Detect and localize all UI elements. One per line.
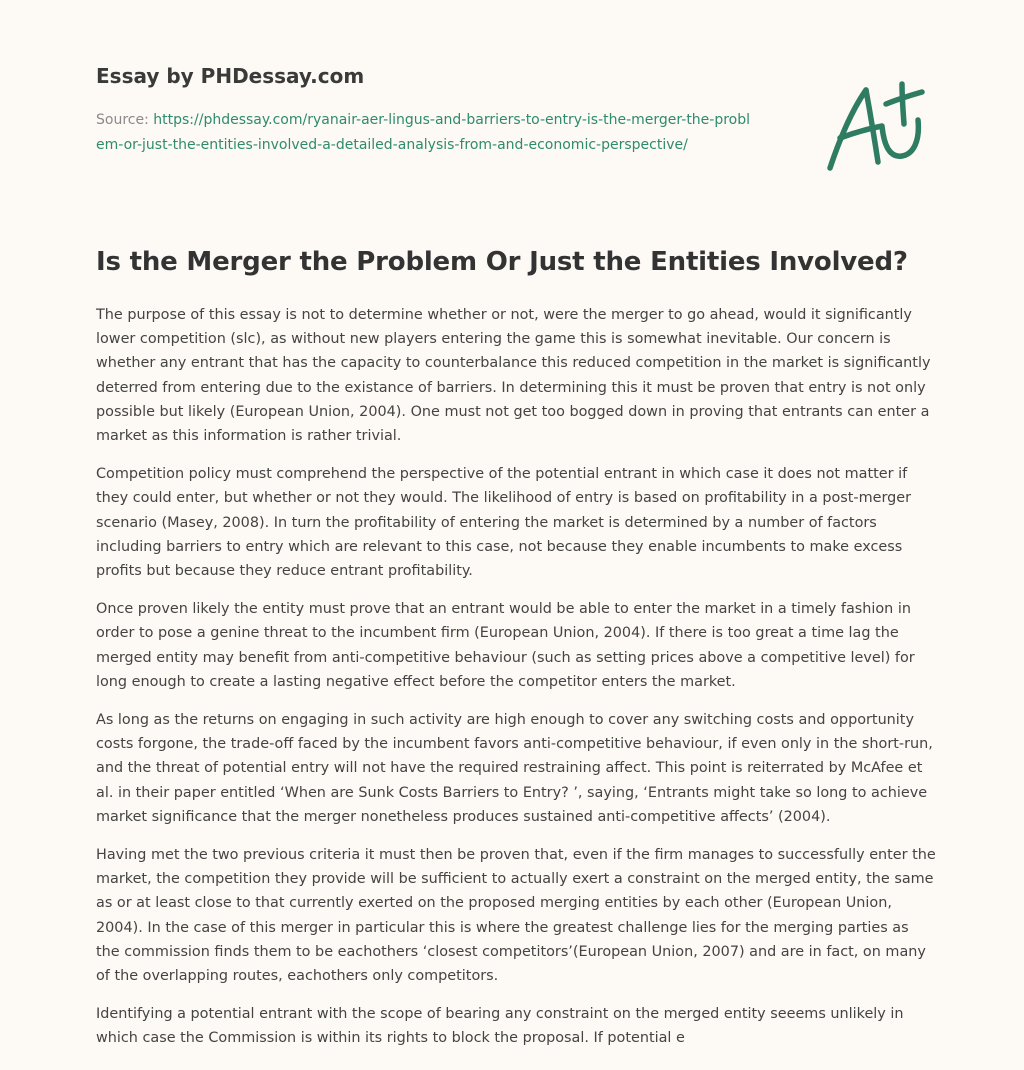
source-line: [96, 108, 756, 157]
a-plus-grade-icon: [820, 76, 930, 176]
essay-paragraph: Having met the two previous criteria it must then be proven that, even if the firm manages to successfully enter the market, the competition they provide will be sufficient to actually exert a constraint on the merged entity, the same as or at least close to that currently exerted on the proposed merging entities by each other (European Union, 2004). In the case of this merger in particular this is where the greatest challenge lies for the merging parties as the commission finds them to be eachothers ‘closest competitors’(European Union, 2007) and are in fact, on many of the overlapping routes, eachothers only competitors.: [96, 847, 936, 985]
essay-paragraph: Identifying a potential entrant with the scope of bearing any constraint on the merged entity seeems unlikely in which case the Commission is within its rights to block the proposal. If potential e: [96, 1006, 904, 1047]
essay-paragraph: Once proven likely the entity must prove that an entrant would be able to enter the market in a timely fashion in order to pose a genine threat to the incumbent firm (European Union, 2004). If there is too great a time lag the merged entity may benefit from anti-competitive behaviour (such as setting prices above a competitive level) for long enough to create a lasting negative effect before the competitor enters the market.: [96, 601, 915, 690]
source-link[interactable]: https://phdessay.com/ryanair-aer-lingus-and-barriers-to-entry-is-the-merger-the-problem-or-just-the-entities-involved-a-detailed-analysis-from-and-economic-perspective/: [96, 112, 751, 153]
site-title: Essay by PHDessay.com: [96, 64, 365, 88]
source-label: Source:: [96, 112, 149, 128]
a-plus-logo: [820, 76, 930, 176]
essay-paragraph: The purpose of this essay is not to determine whether or not, were the merger to go ahead, would it significantly lower competition (slc), as without new players entering the game this is somewhat inevitable. Our concern is whether any entrant that has the capacity to counterbalance this reduced competition in the market is significantly deterred from entering due to the existance of barriers. In determining this it must be proven that entry is not only possible but likely (European Union, 2004). One must not get too bogged down in proving that entrants can enter a market as this information is rather trivial.: [96, 307, 931, 445]
essay-paragraph: As long as the returns on engaging in such activity are high enough to cover any switching costs and opportunity costs forgone, the trade-off faced by the incumbent favors anti-competitive behaviour, if even only in the short-run, and the threat of potential entry will not have the required restraining affect. This point is reiterrated by McAfee et al. in their paper entitled ‘When are Sunk Costs Barriers to Entry? ’, saying, ‘Entrants might take so long to achieve market significance that the merger nonetheless produces sustained anti-competitive affects’ (2004).: [96, 712, 933, 825]
essay-paragraph: Competition policy must comprehend the perspective of the potential entrant in which case it does not matter if they could enter, but whether or not they would. The likelihood of entry is based on profitability in a post-merger scenario (Masey, 2008). In turn the profitability of entering the market is determined by a number of factors including barriers to entry which are relevant to this case, not because they enable incumbents to make excess profits but because they reduce entrant profitability.: [96, 466, 912, 580]
essay-title: Is the Merger the Problem Or Just the Entities Involved?: [96, 247, 908, 277]
page-header: [96, 62, 756, 157]
essay-body: [96, 303, 936, 1065]
